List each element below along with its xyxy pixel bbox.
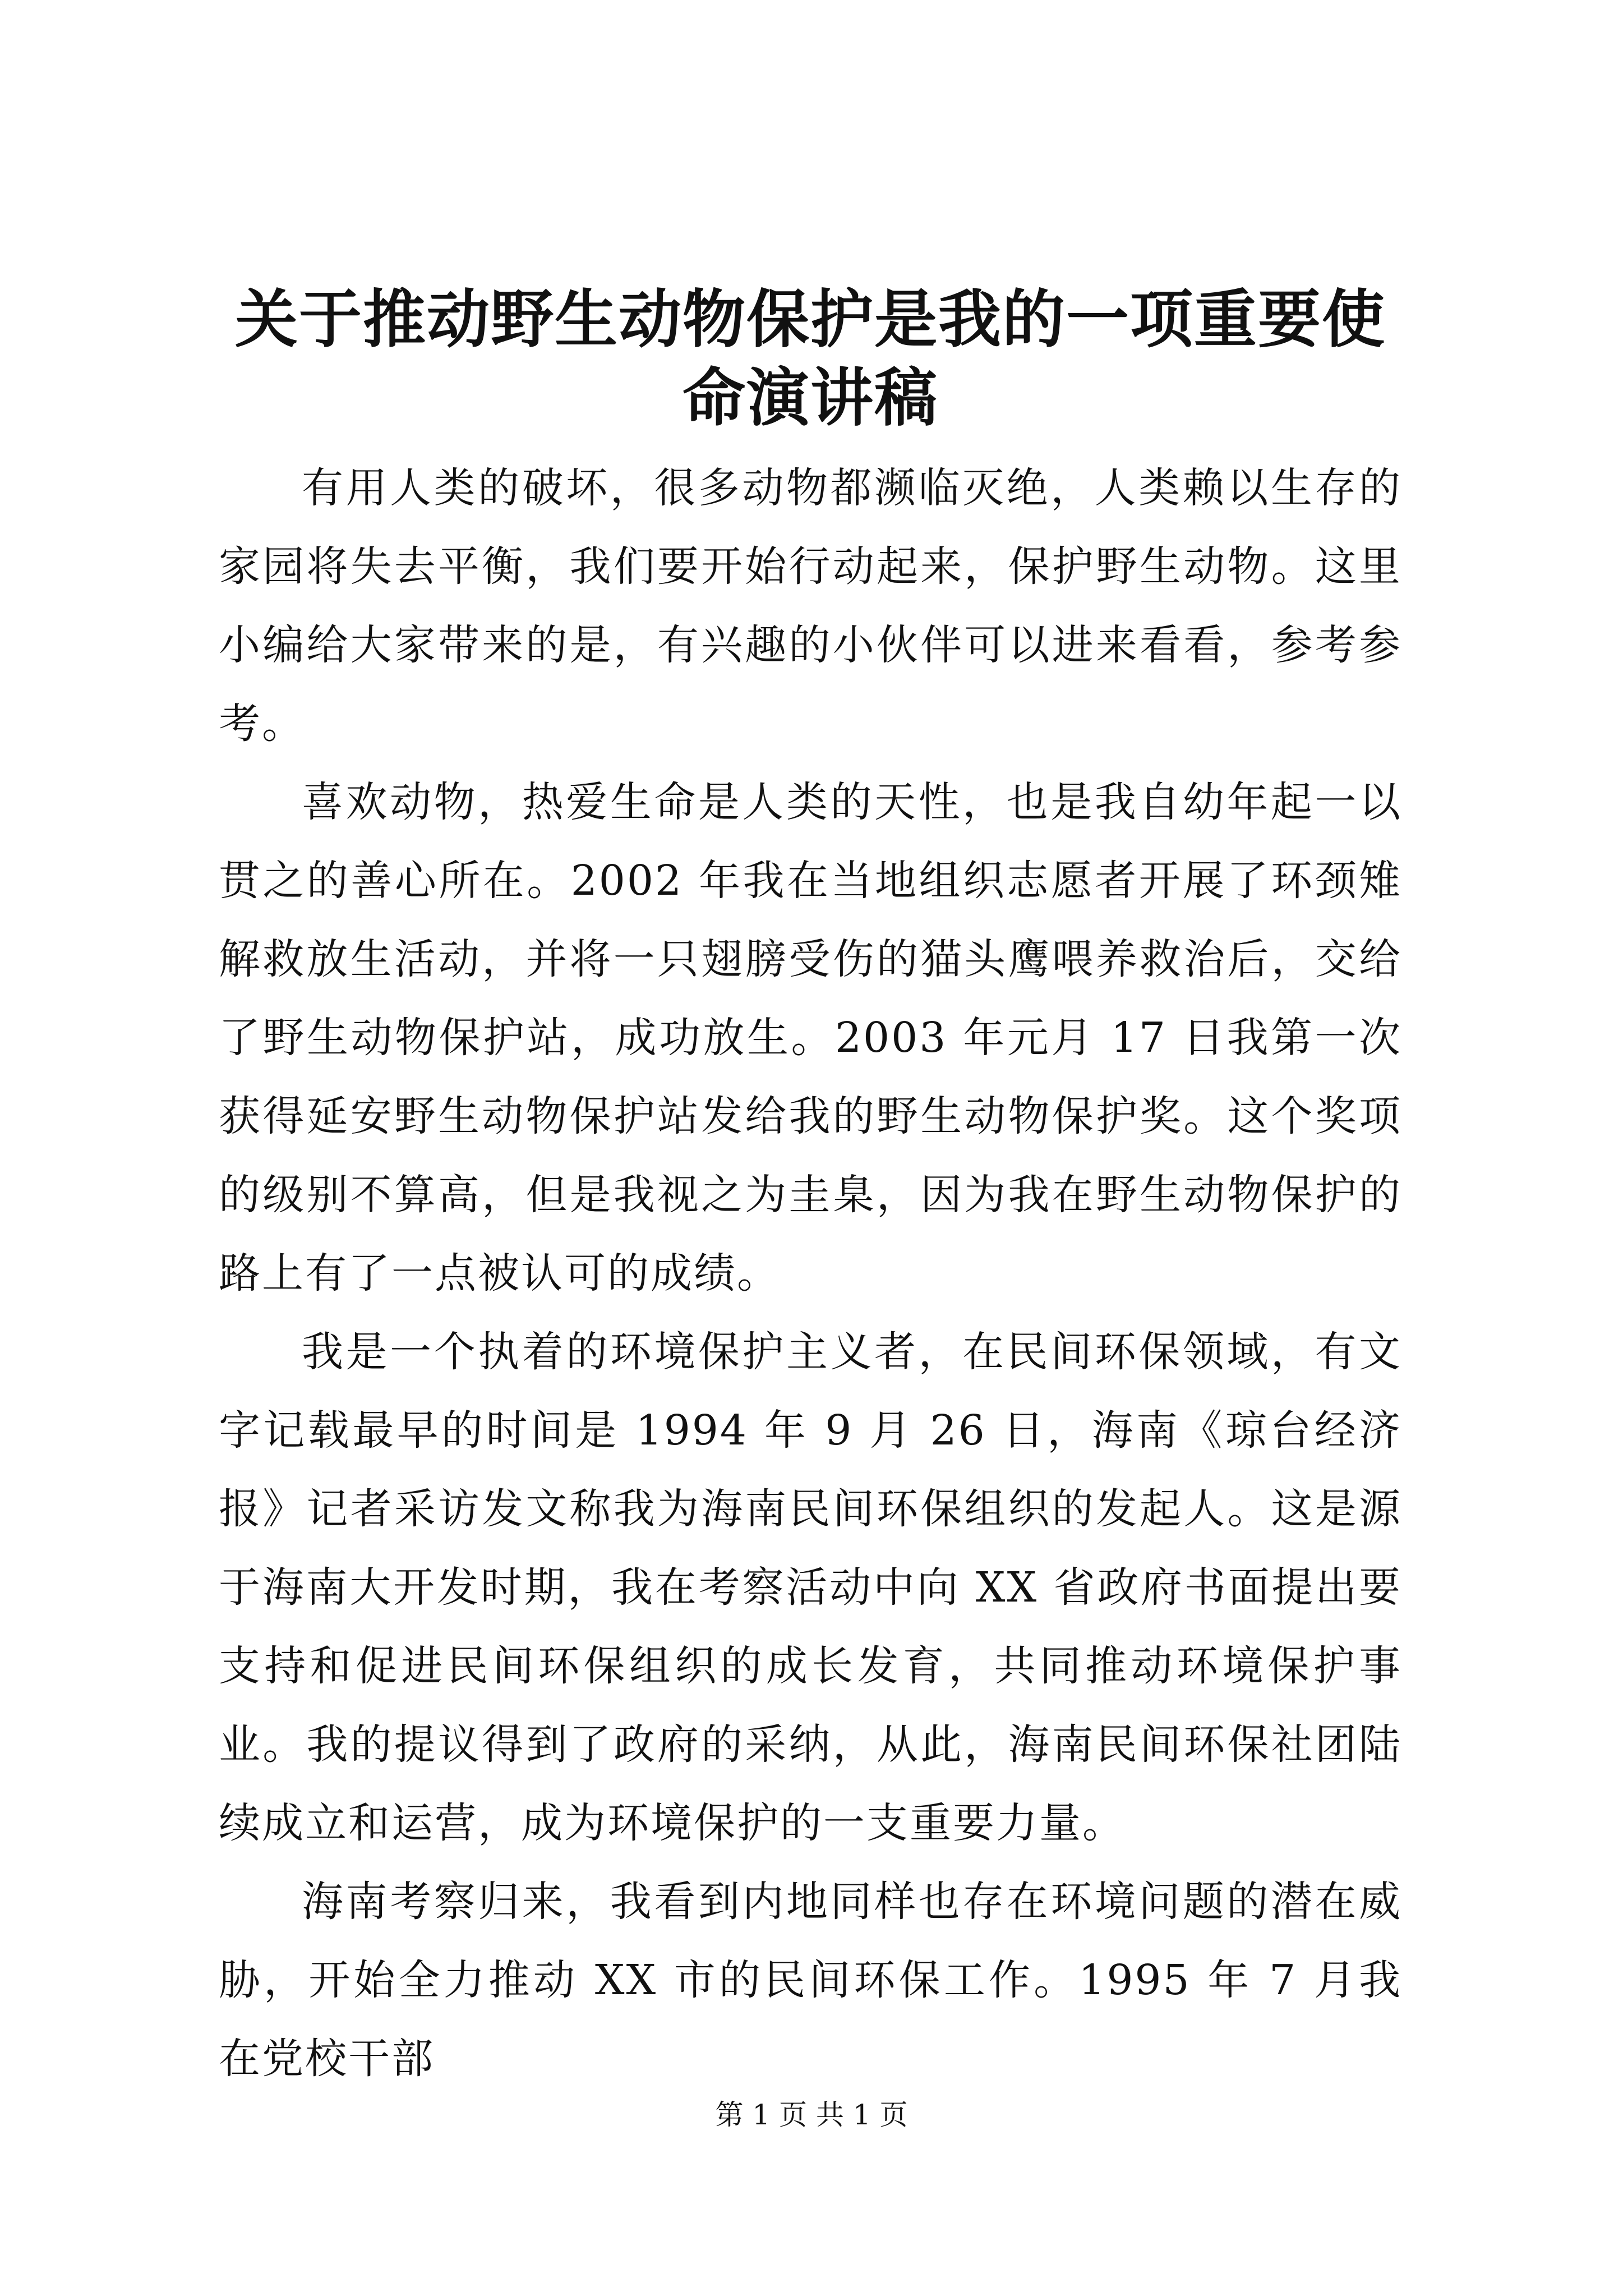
document-body xyxy=(219,449,1402,2098)
body-paragraph: 海南考察归来，我看到内地同样也存在环境问题的潜在威胁，开始全力推动 XX 市的民间环保工作。1995 年 7 月我在党校干部 xyxy=(219,1878,1402,2083)
body-paragraph: 有用人类的破坏，很多动物都濒临灭绝，人类赖以生存的家园将失去平衡，我们要开始行动起来，保护野生动物。这里小编给大家带来的是，有兴趣的小伙伴可以进来看看，参考参考。 xyxy=(219,464,1402,748)
page-number-footer: 第 1 页 共 1 页 xyxy=(715,2099,908,2131)
body-paragraph: 我是一个执着的环境保护主义者，在民间环保领域，有文字记载最早的时间是 1994 年 9 月 26 日，海南《琼台经济报》记者采访发文称我为海南民间环保组织的发起人。这是源于海南大开发时期，我在考察活动中向 XX 省政府书面提出要支持和促进民间环保组织的成长发育，共同推动环境保护事业。我的提议得到了政府的采纳，从此，海南民间环保社团陆续成立和运营，成为环境保护的一支重要力量。 xyxy=(219,1328,1402,1847)
body-paragraph: 喜欢动物，热爱生命是人类的天性，也是我自幼年起一以贯之的善心所在。2002 年我在当地组织志愿者开展了环颈雉解救放生活动，并将一只翅膀受伤的猫头鹰喂养救治后，交给了野生动物保护站，成功放生。2003 年元月 17 日我第一次获得延安野生动物保护站发给我的野生动物保护奖。这个奖项的级别不算高，但是我视之为圭臬，因为我在野生动物保护的路上有了一点被认可的成绩。 xyxy=(219,778,1402,1297)
document-title: 关于推动野生动物保护是我的一项重要使命演讲稿 xyxy=(235,283,1386,435)
